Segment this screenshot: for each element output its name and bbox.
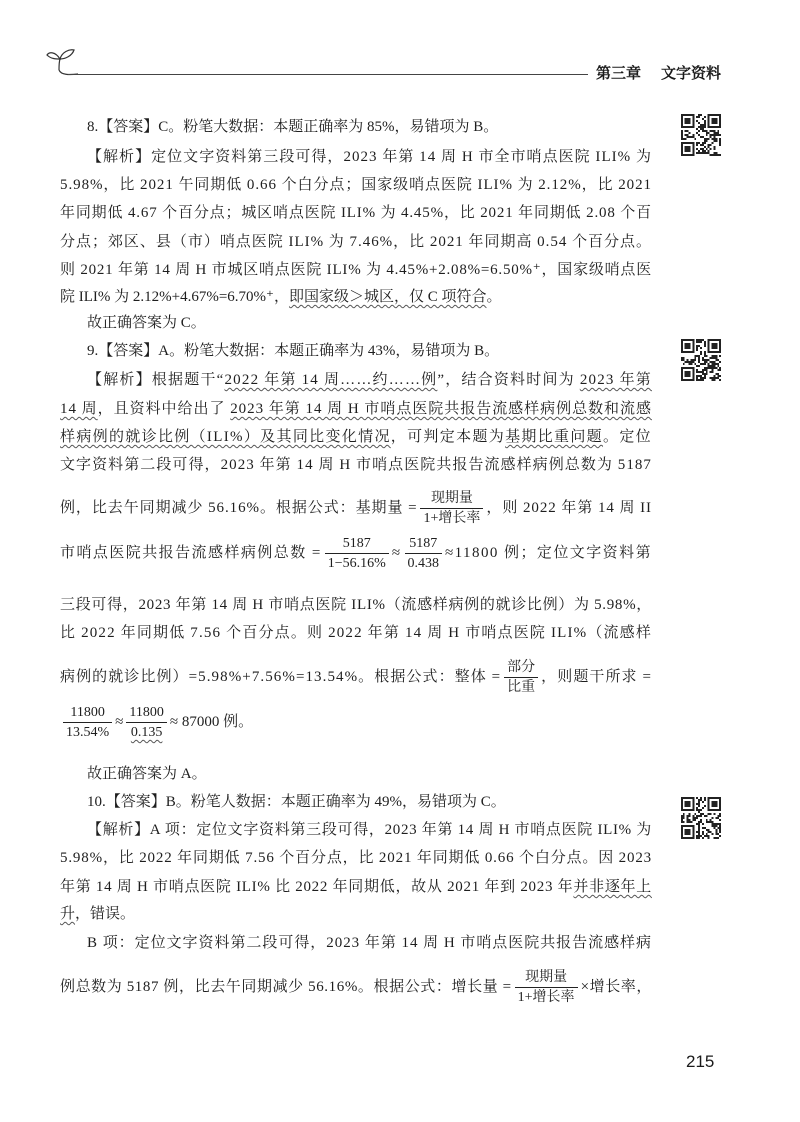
text-segment: 。 — [486, 289, 502, 305]
fraction-denominator — [126, 723, 166, 742]
text-segment: ，则题干所求 = — [541, 669, 652, 685]
text-segment: 文字资料第二段可得，2023 年第 14 周 H 市哨点医院共报告流感样病例总数为 5187 — [60, 457, 652, 473]
text-segment: 市哨点医院共报告流感样病例总数 = — [60, 545, 322, 561]
text-segment: 则 2021 年第 14 周 H 市城区哨点医院 ILI% 为 4.45%+2.08%=6.50%⁺，国家级哨点医 — [60, 262, 652, 278]
underlined-text: 即国家级＞城区，仅 C 项符合 — [288, 289, 487, 305]
text-segment: ≈11800 例；定位文字资料第 — [445, 545, 653, 561]
text-line — [87, 337, 652, 365]
text-segment: 院 ILI% 为 2.12%+4.67%=6.70%⁺， — [60, 289, 289, 305]
text-segment: 故正确答案为 A。 — [87, 766, 207, 782]
text-line — [60, 873, 652, 901]
fraction-numerator: 现期量 — [420, 489, 483, 509]
text-line — [60, 964, 652, 1010]
text-segment: 10.【答案】B。粉笔人数据：本题正确率为 49%，易错项为 C。 — [87, 794, 506, 810]
text-line — [60, 619, 652, 647]
text-segment: 比 2022 年同期低 7.56 个百分点。则 2022 年第 14 周 H 市哨点医院 ILI%（流感样 — [60, 625, 652, 641]
text-line — [87, 309, 652, 337]
chapter-heading — [596, 63, 721, 85]
text-segment: ≈ 87000 例。 — [169, 714, 254, 730]
fraction-numerator: 11800 — [63, 703, 112, 723]
underlined-text: 并非逐年上 — [573, 879, 652, 895]
text-line — [87, 143, 652, 171]
text-line — [87, 366, 652, 394]
text-line — [87, 113, 652, 141]
text-line — [60, 844, 652, 872]
fraction-denominator: 比重 — [507, 680, 536, 696]
text-line — [87, 816, 652, 844]
fraction-numerator: 现期量 — [515, 968, 578, 988]
text-segment: 年第 14 周 H 市哨点医院 ILI% 比 2022 年同期低，故从 2021 年到 2023 年 — [60, 879, 574, 895]
text-line — [87, 760, 652, 788]
text-line — [60, 485, 652, 531]
underlined-text: 样病例的就诊比例（ILI%）及其同比变化情况 — [60, 429, 391, 445]
text-segment: ，错误。 — [75, 906, 136, 922]
text-line — [60, 256, 652, 284]
text-line — [60, 451, 652, 479]
text-segment: 【解析】根据题干“ — [87, 372, 225, 388]
fraction-denominator: 1−56.16% — [327, 556, 386, 572]
fraction — [504, 658, 538, 697]
fraction-denominator: 1+增长率 — [423, 511, 481, 527]
fraction-numerator: 5187 — [325, 534, 389, 554]
chapter-number: 第三章 — [596, 65, 642, 82]
text-segment: 年同期低 4.67 个百分点；城区哨点医院 ILI% 为 4.45%，比 2021 年同期低 2.08 个百 — [60, 205, 652, 221]
qr-code — [679, 337, 723, 383]
fraction — [325, 534, 389, 573]
text-segment: ，可判定本题为 — [390, 429, 506, 445]
text-segment: B 项：定位文字资料第二段可得，2023 年第 14 周 H 市哨点医院共报告流感样病 — [87, 935, 652, 951]
fraction — [126, 703, 166, 742]
text-segment: ，则 2022 年第 14 周 II — [486, 500, 652, 516]
qr-code — [679, 795, 723, 841]
text-line — [60, 654, 652, 700]
underlined-text: 14 周 — [60, 401, 98, 417]
text-segment: 8.【答案】C。粉笔大数据：本题正确率为 85%，易错项为 B。 — [87, 119, 499, 135]
sprout-icon — [44, 47, 78, 77]
text-line — [60, 699, 652, 745]
text-segment: 病例的就诊比例）=5.98%+7.56%=13.54%。根据公式：整体 = — [60, 669, 502, 685]
text-line — [87, 788, 652, 816]
text-line — [60, 199, 652, 227]
text-line — [60, 591, 652, 619]
text-line — [60, 530, 652, 576]
text-segment: 5.98%，比 2022 年同期低 7.56 个百分点，比 2021 年同期低 0.66 个白分点。因 2023 — [60, 850, 652, 866]
underlined-text: 2023 年第 14 周 H 市哨点医院共报告流感样病例总数和流感 — [230, 401, 652, 417]
underlined-text: 0.135 — [130, 725, 163, 741]
text-segment: ≈ — [391, 545, 402, 561]
text-segment: 例，比去午同期减少 56.16%。根据公式：基期量 = — [60, 500, 418, 516]
fraction-denominator: 0.438 — [407, 556, 439, 572]
text-segment: 故正确答案为 C。 — [87, 315, 206, 331]
text-segment: 5.98%，比 2021 午同期低 0.66 个白分点；国家级哨点医院 ILI% 为 2.12%，比 2021 — [60, 177, 652, 193]
text-segment: 【解析】A 项：定位文字资料第三段可得，2023 年第 14 周 H 市哨点医院 ILI% 为 — [87, 822, 652, 838]
header-rule — [68, 74, 588, 75]
text-segment: 。定位 — [603, 429, 652, 445]
text-segment: 9.【答案】A。粉笔大数据：本题正确率为 43%，易错项为 B。 — [87, 343, 500, 359]
fraction — [420, 489, 483, 528]
text-segment: ≈ — [115, 714, 124, 730]
text-segment: 三段可得，2023 年第 14 周 H 市哨点医院 ILI%（流感样病例的就诊比例）为 5.98%， — [60, 597, 652, 613]
underlined-text: 升 — [60, 906, 76, 922]
text-segment: ”，结合资料时间为 — [437, 372, 580, 388]
fraction — [63, 703, 112, 742]
fraction — [515, 968, 578, 1007]
text-line — [60, 423, 652, 451]
fraction — [405, 534, 443, 573]
page-number: 215 — [686, 1052, 715, 1071]
underlined-text: 2023 年第 — [579, 372, 652, 388]
text-segment: 分点；郊区、县（市）哨点医院 ILI% 为 7.46%，比 2021 年同期高 0.54 个百分点。 — [60, 234, 652, 250]
text-line — [60, 900, 652, 928]
qr-code — [679, 112, 723, 158]
text-line — [60, 228, 652, 256]
text-segment: 例总数为 5187 例，比去午同期减少 56.16%。根据公式：增长量 = — [60, 979, 512, 995]
underlined-text: 基期比重问题 — [505, 429, 604, 445]
chapter-title: 文字资料 — [661, 65, 722, 82]
text-line — [87, 929, 652, 957]
text-segment: 【解析】定位文字资料第三段可得，2023 年第 14 周 H 市全市哨点医院 ILI% 为 — [87, 149, 652, 165]
fraction-numerator: 部分 — [504, 658, 538, 678]
fraction-numerator: 5187 — [405, 534, 443, 554]
fraction-denominator: 1+增长率 — [517, 990, 575, 1006]
text-line — [60, 395, 652, 423]
underlined-text: 2022 年第 14 周……约……例 — [224, 372, 438, 388]
fraction-numerator: 11800 — [126, 703, 166, 723]
fraction-denominator: 13.54% — [66, 725, 110, 741]
text-segment: ×增长率， — [580, 979, 652, 995]
text-line — [60, 283, 652, 311]
text-line — [60, 171, 652, 199]
text-segment: ，且资料中给出了 — [97, 401, 231, 417]
